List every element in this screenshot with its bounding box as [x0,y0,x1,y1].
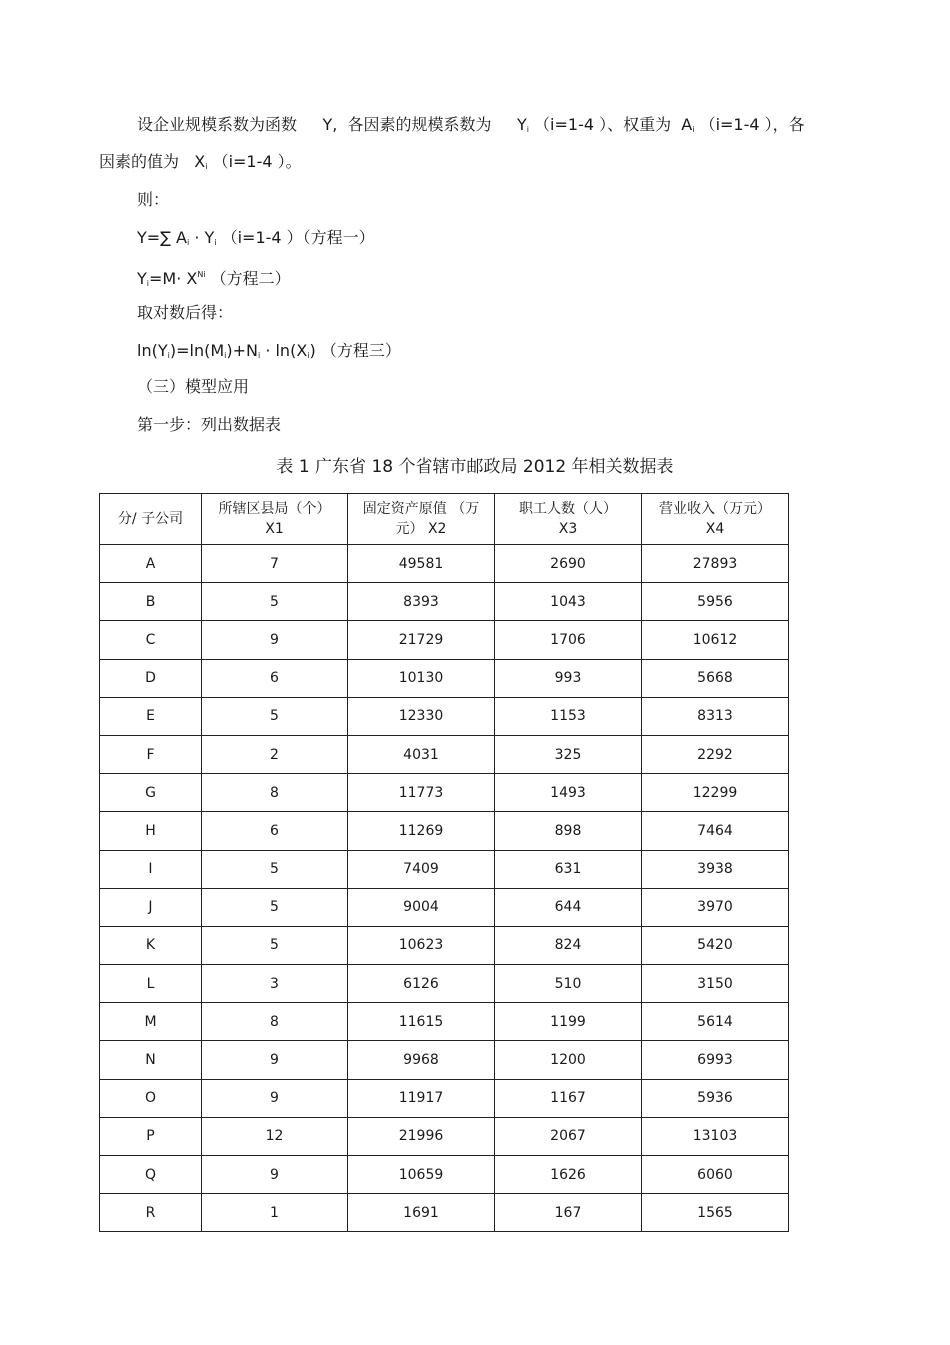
table-cell: 3970 [642,888,789,926]
table-cell: 21729 [348,621,495,659]
table-cell: 12 [202,1117,348,1155]
table-cell: 325 [495,735,642,773]
table-cell: 12299 [642,774,789,812]
text-segment: · Y [194,228,215,247]
table-cell: 6 [202,659,348,697]
table-cell: 644 [495,888,642,926]
subscript: i [214,238,217,247]
table-cell: 3938 [642,850,789,888]
text-segment: ) （方程三） [309,341,401,360]
table-cell: N [100,1041,202,1079]
text-segment: )+N [226,341,258,360]
table-cell: 510 [495,965,642,1003]
table-cell: 5 [202,888,348,926]
subscript: i [146,279,150,288]
text-segment: 设企业规模系数为函数 [137,115,298,134]
paragraph-take-log: 取对数后得： [137,303,234,322]
table-cell: 5 [202,926,348,964]
header-line: 分/ 子公司 [117,511,184,527]
table-cell: 6126 [348,965,495,1003]
table-cell: 6060 [642,1156,789,1194]
table-cell: I [100,850,202,888]
table-cell: J [100,888,202,926]
table-header-row [100,494,789,545]
table-cell: 1565 [642,1194,789,1232]
table-cell: 898 [495,812,642,850]
table-cell: 993 [495,659,642,697]
header-x1 [202,494,348,545]
table-caption: 表 1 广东省 18 个省辖市邮政局 2012 年相关数据表 [276,457,674,477]
subscript: i [224,351,227,360]
table-row [100,697,789,735]
text-segment: X [194,152,206,171]
subscript: i [692,125,695,134]
table-cell: 11917 [348,1079,495,1117]
equation-two [137,264,291,295]
table-cell: 21996 [348,1117,495,1155]
text-segment: （i=1-4 ）。 [212,152,302,171]
table-cell: 5420 [642,926,789,964]
table-cell: 8393 [348,583,495,621]
table-cell: C [100,621,202,659]
superscript: Ni [197,270,206,279]
text-segment: Y=∑ A [137,228,187,247]
equation-one [137,227,375,254]
table-cell: 5956 [642,583,789,621]
table-row [100,774,789,812]
table-cell: 5668 [642,659,789,697]
table-cell: 3 [202,965,348,1003]
table-cell: 9 [202,1079,348,1117]
table-cell: 8 [202,774,348,812]
table-row [100,659,789,697]
table-cell: 5 [202,850,348,888]
table-cell: 13103 [642,1117,789,1155]
table-cell: F [100,735,202,773]
header-line: 职工人数（人） [519,501,617,517]
table-row [100,583,789,621]
table-cell: 10612 [642,621,789,659]
subscript: i [187,238,190,247]
table-cell: M [100,1003,202,1041]
text-segment: )=ln(M [169,341,225,360]
table-cell: 10659 [348,1156,495,1194]
table-cell: 9004 [348,888,495,926]
header-x4 [642,494,789,545]
table-cell: 2690 [495,545,642,583]
table-row [100,850,789,888]
subscript: i [526,125,529,134]
header-line: 所辖区县局（个） [218,501,331,517]
table-cell: Q [100,1156,202,1194]
section-heading: （三）模型应用 [137,377,250,396]
table-row [100,926,789,964]
text-segment: （方程二） [210,269,291,288]
data-table [99,493,789,1232]
table-cell: 3150 [642,965,789,1003]
table-cell: 8 [202,1003,348,1041]
table-cell: K [100,926,202,964]
table-row [100,888,789,926]
table-cell: 8313 [642,697,789,735]
table-row [100,1117,789,1155]
table-row [100,545,789,583]
header-x3 [495,494,642,545]
text-segment: 各因素的规模系数为 [347,115,492,134]
table-cell: 27893 [642,545,789,583]
table-cell: B [100,583,202,621]
table-row [100,1156,789,1194]
table-cell: E [100,697,202,735]
paragraph-then: 则： [137,190,170,209]
table-row [100,1079,789,1117]
table-cell: 1043 [495,583,642,621]
header-line: 元） X2 [395,521,447,537]
subscript: i [257,351,261,360]
table-cell: 1200 [495,1041,642,1079]
text-segment: ln(Y [137,341,168,360]
table-cell: 11615 [348,1003,495,1041]
text-segment: （i=1-4 ）（方程一） [221,228,375,247]
header-line: 营业收入（万元） [659,501,771,517]
table-cell: 10130 [348,659,495,697]
header-line: X3 [558,521,578,537]
table-cell: 7464 [642,812,789,850]
paragraph-model-definition [137,114,805,141]
table-cell: 7409 [348,850,495,888]
table-cell: 4031 [348,735,495,773]
table-cell: 1199 [495,1003,642,1041]
text-segment: A [681,115,693,134]
table-body [100,545,789,1232]
table-cell: 11773 [348,774,495,812]
table-row [100,965,789,1003]
table-cell: R [100,1194,202,1232]
header-line: X4 [705,521,725,537]
table-cell: 2 [202,735,348,773]
table-cell: O [100,1079,202,1117]
table-cell: H [100,812,202,850]
table-cell: L [100,965,202,1003]
step-one: 第一步：列出数据表 [137,415,282,434]
subscript: i [307,351,310,360]
text-segment: （i=1-4 ）、权重为 [534,115,672,134]
table-cell: 1153 [495,697,642,735]
text-segment: · ln(X [265,341,308,360]
table-row [100,735,789,773]
table-cell: 9 [202,1041,348,1079]
text-segment: 因素的值为 [99,152,180,171]
table-row [100,621,789,659]
table-cell: 5 [202,583,348,621]
text-segment: =M· X [149,269,198,288]
table-cell: 824 [495,926,642,964]
table-cell: D [100,659,202,697]
table-cell: 1691 [348,1194,495,1232]
table-cell: 1167 [495,1079,642,1117]
header-x2 [348,494,495,545]
table-cell: 11269 [348,812,495,850]
paragraph-factor-values [99,151,302,178]
table-cell: 2067 [495,1117,642,1155]
text-segment: Y [516,115,527,134]
table-cell: 1 [202,1194,348,1232]
table-cell: 6 [202,812,348,850]
table-cell: 49581 [348,545,495,583]
table-cell: 5 [202,697,348,735]
table-row [100,1041,789,1079]
table-cell: 7 [202,545,348,583]
table-row [100,812,789,850]
table-cell: 2292 [642,735,789,773]
table-cell: 1626 [495,1156,642,1194]
table-cell: 631 [495,850,642,888]
table-cell: 1706 [495,621,642,659]
table-cell: 5936 [642,1079,789,1117]
table-cell: 12330 [348,697,495,735]
table-cell: 5614 [642,1003,789,1041]
table-cell: 167 [495,1194,642,1232]
table-row [100,1003,789,1041]
table-cell: 9968 [348,1041,495,1079]
equation-three [137,340,401,367]
table-cell: 10623 [348,926,495,964]
subscript: i [205,162,208,171]
subscript: i [167,351,170,360]
text-segment: （i=1-4 ），各 [699,115,805,134]
header-line: 固定资产原值 （万 [362,501,480,517]
table-cell: P [100,1117,202,1155]
table-cell: G [100,774,202,812]
table-cell: A [100,545,202,583]
table-cell: 9 [202,1156,348,1194]
table-cell: 1493 [495,774,642,812]
header-branch [100,494,202,545]
text-segment: Y, [322,115,338,134]
header-line: X1 [265,521,284,537]
table-cell: 9 [202,621,348,659]
text-segment: Y [137,269,147,288]
table-cell: 6993 [642,1041,789,1079]
table-row [100,1194,789,1232]
